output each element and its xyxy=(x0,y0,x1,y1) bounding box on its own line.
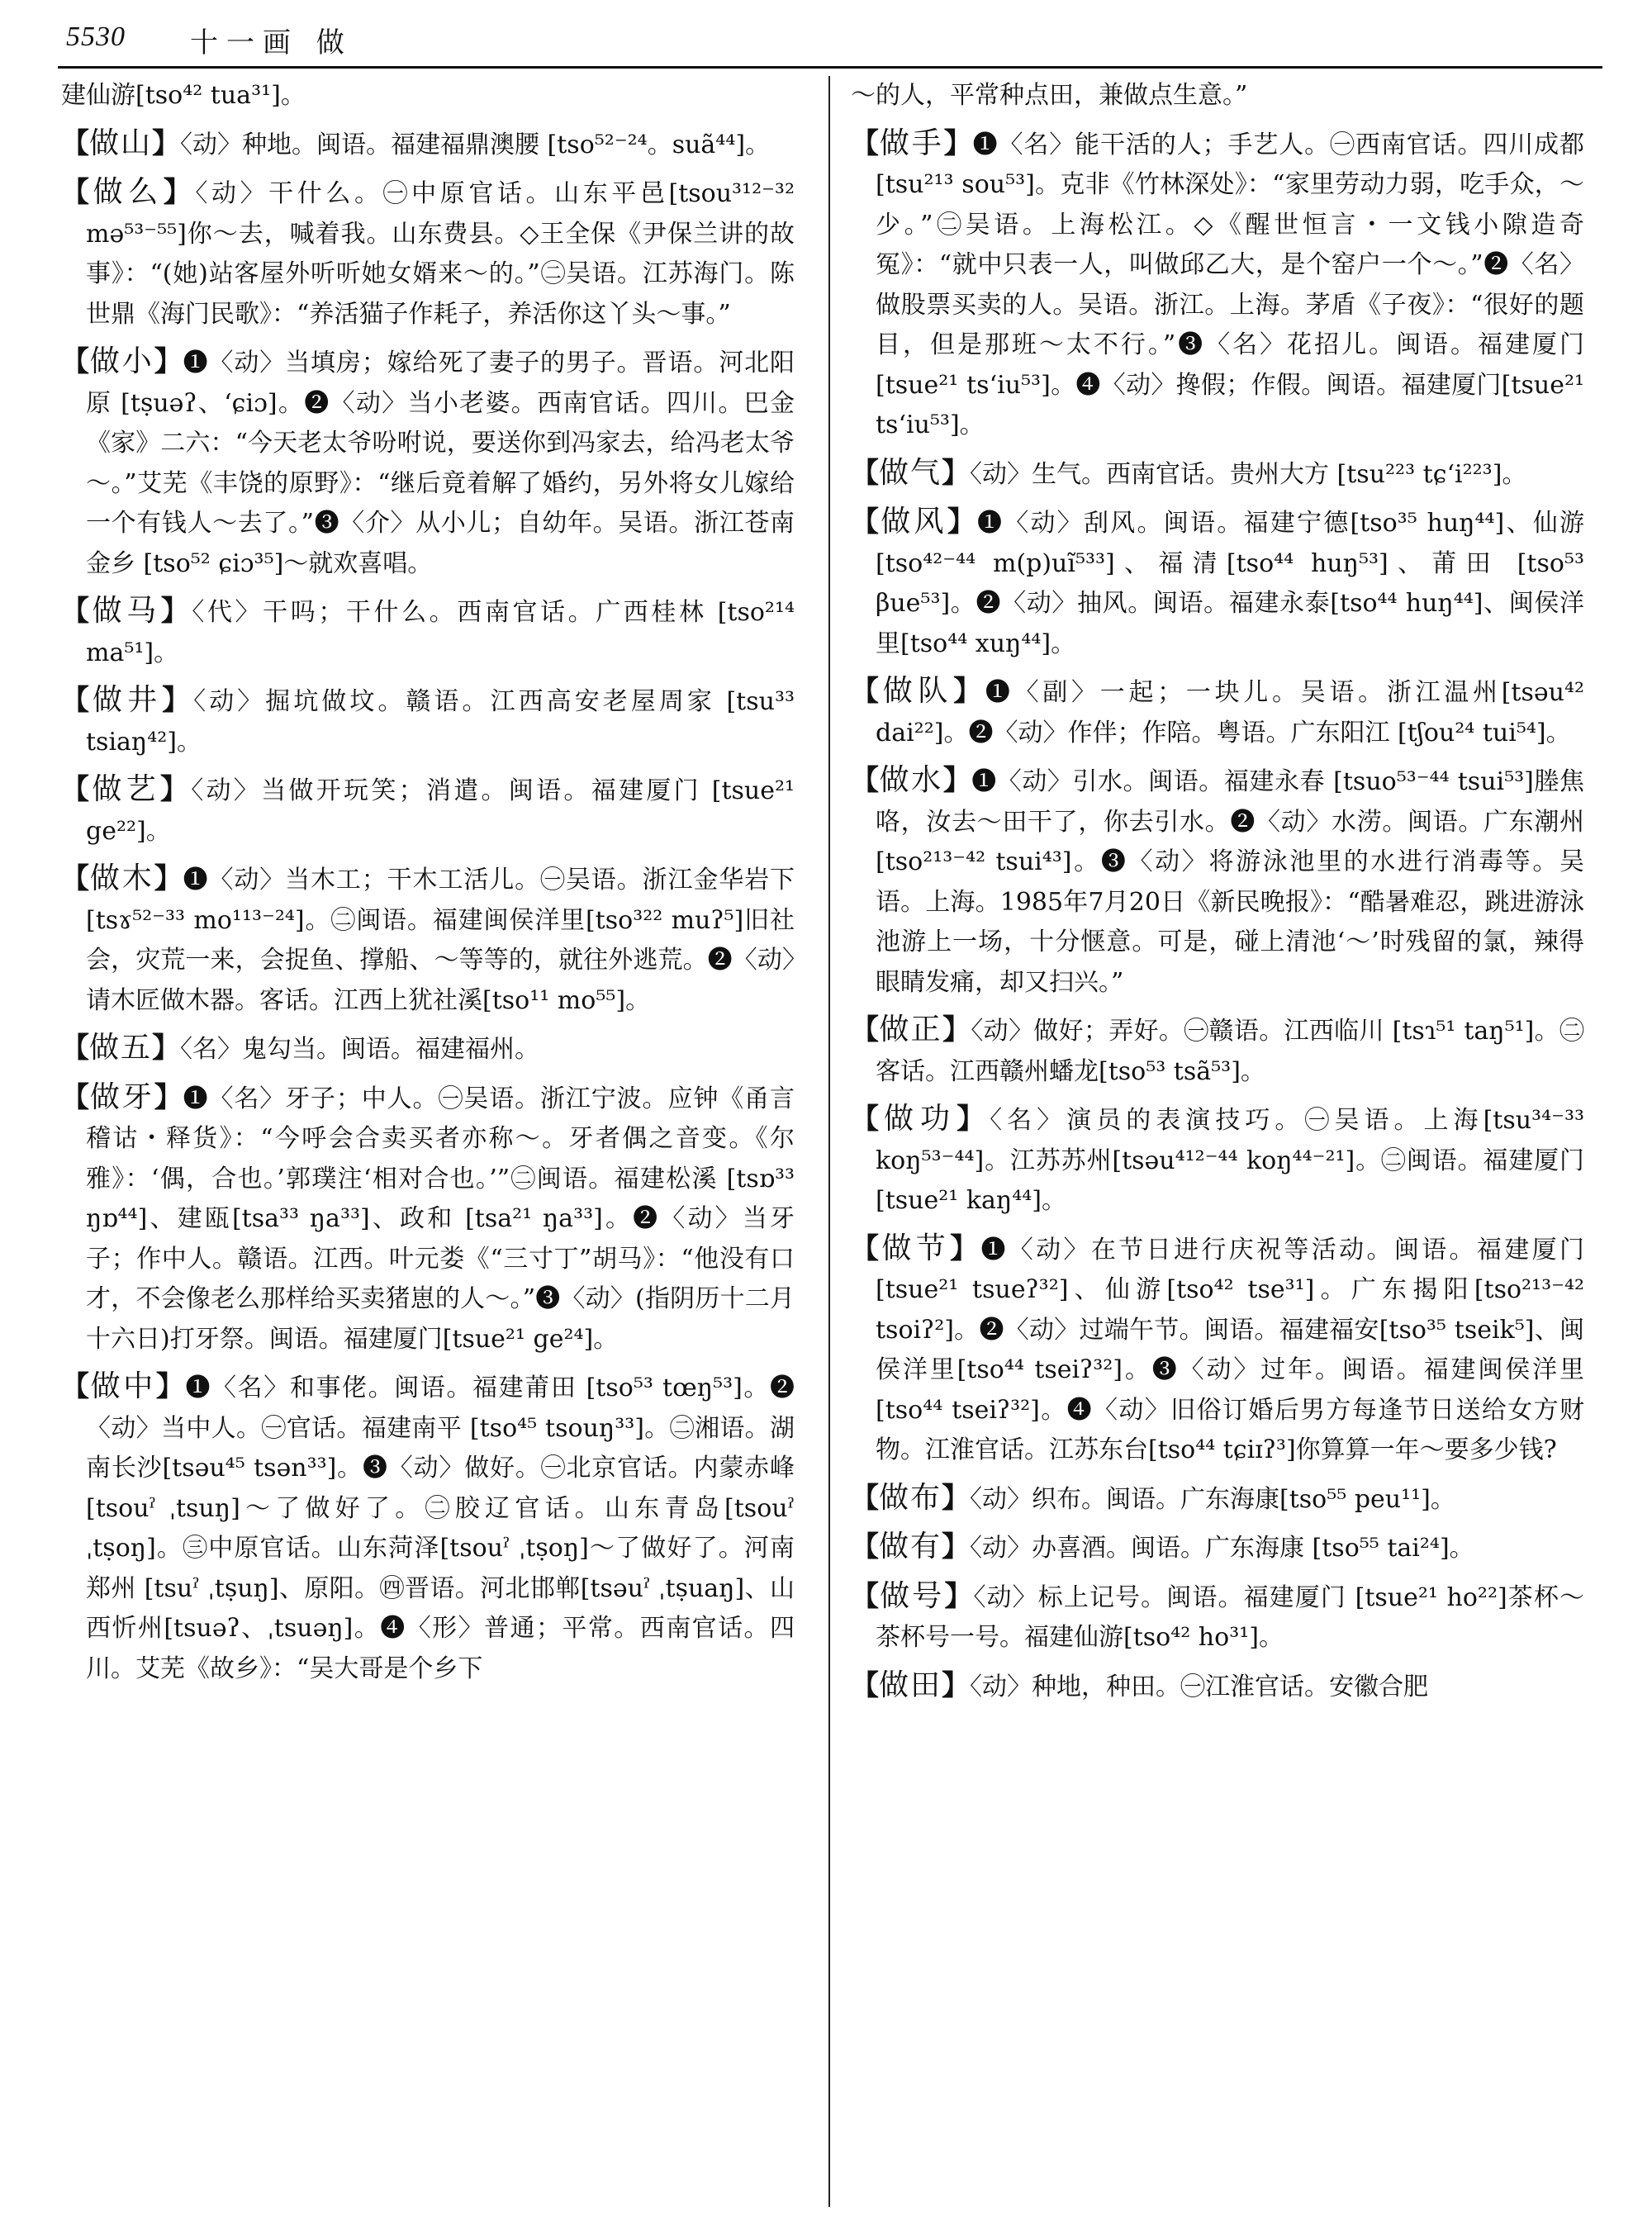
headword-bracket-close: 】 xyxy=(942,1530,971,1563)
entry-definition: ❶〈名〉和事佬。闽语。福建莆田 [tso⁵³ tœŋ⁵³]。❷〈动〉当中人。㊀官话。福建南平 [tso⁴⁵ tsouŋ³³]。㊁湘语。湖南长沙[tsəu⁴⁵ tsən³³]。❸〈动〉做好。㊀北京官话。内蒙赤峰[tsouˀ ˌtsuŋ]～了做好了。㊁胶辽官话。山东青岛[tsouˀ ˌtṣoŋ]。㊂中原官话。山东菏泽[tsouˀ ˌtṣoŋ]～了做好了。河南郑州 [tsuˀ ˌtṣuŋ]、原阳。㊃晋语。河北邯郸[tsəuˀ ˌtṣuaŋ]、山西忻州[tsuəʔ、ˌtsuəŋ]。❹〈形〉普通；平常。西南官话。四川。艾芜《故乡》：“吴大哥是个乡下 xyxy=(86,1374,795,1683)
dictionary-entry xyxy=(851,502,1584,664)
headword-bracket-open: 【 xyxy=(61,595,93,628)
headword-bracket-close: 】 xyxy=(957,1103,990,1136)
entry-definition: ～的人，平常种点田，兼做点生意。” xyxy=(851,81,1248,110)
entry-definition: 〈动〉种地。闽语。福建福鼎澳腰 [tso⁵²⁻²⁴。suã⁴⁴]。 xyxy=(180,130,771,159)
entry-headword: 做手 xyxy=(879,126,944,160)
entry-headword: 做木 xyxy=(89,861,154,895)
entry-definition: ❶〈动〉刮风。闽语。福建宁德[tso³⁵ huŋ⁴⁴]、仙游[tso⁴²⁻⁴⁴ m(p)uĩ⁵³³]、福清[tso⁴⁴ huŋ⁵³]、莆田 [tso⁵³ βue⁵³]。❷〈动〉抽风。闽语。福建永泰[tso⁴⁴ huŋ⁴⁴]、闽侯洋里[tso⁴⁴ xuŋ⁴⁴]。 xyxy=(876,509,1584,658)
headword-bracket-open: 【 xyxy=(851,1530,879,1563)
dictionary-entry xyxy=(851,453,1584,496)
entry-headword: 做水 xyxy=(879,763,943,797)
headword-bracket-close: 】 xyxy=(152,1032,181,1065)
left-column xyxy=(61,76,795,1696)
headword-bracket-close: 】 xyxy=(162,684,194,717)
entry-definition: 〈动〉办喜酒。闽语。广东海康 [tso⁵⁵ tai²⁴]。 xyxy=(970,1534,1474,1563)
headword-bracket-close: 】 xyxy=(154,1080,183,1114)
headword-bracket-close: 】 xyxy=(953,675,985,708)
headword-bracket-open: 【 xyxy=(61,126,89,160)
headword-bracket-close: 】 xyxy=(942,764,972,797)
headword-bracket-open: 【 xyxy=(61,684,93,717)
entry-headword: 做马 xyxy=(92,594,161,628)
headword-bracket-open: 【 xyxy=(61,1032,89,1065)
dictionary-entry xyxy=(61,76,795,116)
headword-bracket-close: 】 xyxy=(154,345,183,378)
dictionary-entry xyxy=(851,124,1584,446)
entry-headword: 做小 xyxy=(89,344,154,378)
headword-bracket-open: 【 xyxy=(61,862,90,895)
headword-bracket-open: 【 xyxy=(851,1668,879,1702)
headword-bracket-close: 】 xyxy=(159,773,192,806)
dictionary-entry xyxy=(61,342,795,584)
dictionary-entry xyxy=(61,681,795,762)
page-header xyxy=(58,15,1602,69)
entry-definition: 〈代〉干吗；干什么。西南官话。广西桂林 [tso²¹⁴ ma⁵¹]。 xyxy=(86,598,795,667)
entry-headword: 做山 xyxy=(89,126,153,160)
dictionary-entry xyxy=(61,770,795,852)
entry-headword: 做井 xyxy=(93,683,163,717)
headword-bracket-close: 】 xyxy=(160,595,192,628)
entry-definition: ❶〈名〉牙子；中人。㊀吴语。浙江宁波。应钟《甬言稽诂・释货》：“今呼会合卖买者亦称～。牙者偶之音变。《尔雅》：‘偶，合也。’郭璞注‘相对合也。’”㊁闽语。福建松溪 [tsɒ³³ ŋɒ⁴⁴]、建瓯[tsa³³ ŋa³³]、政和 [tsa²¹ ŋa³³]。❷〈动〉当牙子；作中人。赣语。江西。叶元娄《“三寸丁”胡马》：“他没有口才，不会像老么那样给买卖猪崽的人～。”❸〈动〉(指阴历十二月十六日)打牙祭。闽语。福建厦门[tsue²¹ ge²⁴]。 xyxy=(86,1084,795,1354)
headword-bracket-open: 【 xyxy=(61,773,93,806)
headword-bracket-open: 【 xyxy=(851,1231,882,1265)
headword-bracket-open: 【 xyxy=(61,1370,91,1403)
entry-headword: 做气 xyxy=(879,455,942,490)
headword-bracket-open: 【 xyxy=(851,1103,885,1136)
headword-bracket-close: 】 xyxy=(154,862,183,895)
headword-bracket-open: 【 xyxy=(851,505,881,539)
entry-headword: 做队 xyxy=(882,674,954,708)
entry-definition: 〈名〉演员的表演技巧。㊀吴语。上海[tsu³⁴⁻³³ koŋ⁵³⁻⁴⁴]。江苏苏州[tsəu⁴¹²⁻⁴⁴ koŋ⁴⁴⁻²¹]。㊁闽语。福建厦门[tsue²¹ kaŋ⁴⁴]。 xyxy=(876,1106,1584,1215)
entry-headword: 做中 xyxy=(90,1369,156,1403)
entry-definition: 〈动〉标上记号。闽语。福建厦门 [tsue²¹ ho²²]茶杯～茶杯号一号。福建仙游[tso⁴² ho³¹]。 xyxy=(876,1582,1585,1652)
right-column xyxy=(851,76,1584,1715)
headword-bracket-close: 】 xyxy=(950,1231,981,1265)
page-number: 5530 xyxy=(66,21,126,52)
entry-definition: 〈动〉种地，种田。㊀江淮官话。安徽合肥 xyxy=(970,1672,1429,1701)
entry-headword: 做牙 xyxy=(89,1079,154,1114)
entry-headword: 做艺 xyxy=(92,772,160,806)
entry-headword: 做有 xyxy=(879,1530,942,1563)
dictionary-entry xyxy=(851,1010,1584,1092)
dictionary-entry xyxy=(61,1367,795,1689)
headword-bracket-open: 【 xyxy=(851,764,880,797)
headword-bracket-open: 【 xyxy=(61,345,90,378)
headword-bracket-close: 】 xyxy=(942,456,971,490)
entry-definition: 〈动〉掘坑做坟。赣语。江西高安老屋周家 [tsu³³ tsiaŋ⁴²]。 xyxy=(86,687,795,757)
dictionary-entry xyxy=(851,1527,1584,1569)
dictionary-entry xyxy=(61,173,795,334)
entry-headword: 做布 xyxy=(879,1480,942,1515)
dictionary-entry xyxy=(61,859,795,1021)
entry-definition: ❶〈名〉能干活的人；手艺人。㊀西南官话。四川成都 [tsu²¹³ sou⁵³]。克非《竹林深处》：“家里劳动力弱，吃手众，～少。”㊁吴语。上海松江。◇《醒世恒言・一文钱小隙造奇冤》：“就中只表一人，叫做邱乙大，是个窑户一个～。”❷〈名〉做股票买卖的人。吴语。浙江。上海。茅盾《子夜》：“很好的题目，但是那班～太不行。”❸〈名〉花招儿。闽语。福建厦门 [tsue²¹ tsʻiu⁵³]。❹〈动〉搀假；作假。闽语。福建厦门[tsue²¹ tsʻiu⁵³]。 xyxy=(876,130,1584,439)
dictionary-entry xyxy=(61,124,795,166)
entry-headword: 做正 xyxy=(879,1013,942,1046)
entry-headword: 做么 xyxy=(93,175,164,209)
column-divider xyxy=(828,76,830,2207)
headword-bracket-close: 】 xyxy=(942,1013,971,1046)
headword-bracket-open: 【 xyxy=(61,1080,90,1114)
entry-headword: 做田 xyxy=(879,1668,942,1702)
dictionary-entry xyxy=(851,1478,1584,1521)
headword-bracket-close: 】 xyxy=(152,126,181,160)
headword-bracket-open: 【 xyxy=(61,176,93,209)
headword-bracket-close: 】 xyxy=(942,1668,971,1702)
dictionary-entry xyxy=(851,1577,1584,1658)
dictionary-entry xyxy=(61,1028,795,1070)
entry-definition: 〈动〉做好；弄好。㊀赣语。江西临川 [tsɿ⁵¹ taŋ⁵¹]。㊁客话。江西赣州蟠龙[tso⁵³ tsã⁵³]。 xyxy=(876,1017,1584,1086)
entry-definition: ❶〈副〉一起；一块儿。吴语。浙江温州[tsəu⁴² dai²²]。❷〈动〉作伴；作陪。粤语。广东阳江 [tʃou²⁴ tui⁵⁴]。 xyxy=(876,678,1584,747)
headword-bracket-open: 【 xyxy=(851,126,880,160)
entry-definition: 〈动〉干什么。㊀中原官话。山东平邑[tsou³¹²⁻³² mə⁵³⁻⁵⁵]你～去，喊着我。山东费县。◇王全保《尹保兰讲的故事》：“(她)站客屋外听听她女婿来～的。”㊁吴语。江苏海门。陈世鼎《海门民歌》：“养活猫子作耗子，养活你这丫头～事。” xyxy=(86,179,795,329)
entry-definition: 〈名〉鬼勾当。闽语。福建福州。 xyxy=(180,1035,540,1064)
entry-headword: 做节 xyxy=(881,1231,951,1265)
headword-bracket-open: 【 xyxy=(851,1579,881,1613)
entry-headword: 做风 xyxy=(881,505,947,539)
dictionary-entry xyxy=(851,1099,1584,1222)
headword-bracket-open: 【 xyxy=(851,1013,880,1046)
dictionary-entry xyxy=(851,1666,1584,1708)
headword-bracket-close: 】 xyxy=(163,176,196,209)
headword-bracket-close: 】 xyxy=(947,505,977,539)
dictionary-entry xyxy=(61,1078,795,1360)
headword-bracket-open: 【 xyxy=(851,456,879,490)
dictionary-entry xyxy=(851,1229,1584,1471)
entry-definition: ❶〈动〉当填房；嫁给死了妻子的男子。晋语。河北阳原 [tṣuəʔ、ʻɕiɔ]。❷〈动〉当小老婆。西南官话。四川。巴金《家》二六：“今天老太爷吩咐说，要送你到冯家去，给冯老太爷～。”艾芜《丰饶的原野》：“继后竟着解了婚约，另外将女儿嫁给一个有钱人～去了。”❸〈介〉从小儿；自幼年。吴语。浙江苍南金乡 [tso⁵² ɕiɔ³⁵]～就欢喜唱。 xyxy=(86,349,795,578)
headword-bracket-close: 】 xyxy=(944,1579,974,1613)
headword-bracket-open: 【 xyxy=(851,675,883,708)
entry-headword: 做号 xyxy=(880,1578,945,1613)
dictionary-entry xyxy=(851,761,1584,1003)
headword-bracket-close: 】 xyxy=(155,1370,186,1403)
entry-definition: ❶〈动〉在节日进行庆祝等活动。闽语。福建厦门[tsue²¹ tsueʔ³²]、仙游[tso⁴² tse³¹]。广东揭阳[tso²¹³⁻⁴² tsoiʔ²]。❷〈动〉过端午节。闽语。福建福安[tso³⁵ tseik⁵]、闽侯洋里[tso⁴⁴ tseiʔ³²]。❸〈动〉过年。闽语。福建闽侯洋里 [tso⁴⁴ tseiʔ³²]。❹〈动〉旧俗订婚后男方每逢节日送给女方财物。江淮官话。江苏东台[tso⁴⁴ tɕiɪʔ³]你算算一年～要多少钱? xyxy=(876,1235,1584,1464)
entry-headword: 做功 xyxy=(884,1102,957,1136)
entry-headword: 做五 xyxy=(89,1031,153,1065)
entry-definition: ❶〈动〉当木工；干木工活儿。㊀吴语。浙江金华岩下 [tsɤ⁵²⁻³³ mo¹¹³⁻²⁴]。㊁闽语。福建闽侯洋里[tso³²² muʔ⁵]旧社会，灾荒一来，会捉鱼、撑船、～等等的，就往外逃荒。❷〈动〉请木匠做木器。客话。江西上犹社溪[tso¹¹ mo⁵⁵]。 xyxy=(86,866,795,1015)
dictionary-entry xyxy=(851,76,1584,116)
entry-definition: 〈动〉生气。西南官话。贵州大方 [tsu²²³ tɕʻi²²³]。 xyxy=(970,459,1527,489)
dictionary-entry xyxy=(851,671,1584,753)
entry-definition: 〈动〉织布。闽语。广东海康[tso⁵⁵ peu¹¹]。 xyxy=(970,1484,1455,1514)
headword-bracket-close: 】 xyxy=(943,126,973,160)
headword-bracket-close: 】 xyxy=(942,1481,971,1515)
entry-definition: ❶〈动〉引水。闽语。福建永春 [tsuo⁵³⁻⁴⁴ tsui⁵³]塍焦咯，汝去～田干了，你去引水。❷〈动〉水涝。闽语。广东潮州[tso²¹³⁻⁴² tsui⁴³]。❸〈动〉将游泳池里的水进行消毒等。吴语。上海。1985年7月20日《新民晚报》：“酷暑难忍，跳进游泳池游上一场，十分惬意。可是，碰上清池‘～’时残留的氯，辣得眼睛发痛，却又扫兴。” xyxy=(876,767,1584,997)
section-title: 十一画 做 xyxy=(190,26,353,59)
dictionary-entry xyxy=(61,591,795,673)
entry-definition: 建仙游[tso⁴² tua³¹]。 xyxy=(61,81,306,110)
entry-definition: 〈动〉当做开玩笑；消遣。闽语。福建厦门 [tsue²¹ ge²²]。 xyxy=(86,776,795,846)
headword-bracket-open: 【 xyxy=(851,1481,879,1515)
